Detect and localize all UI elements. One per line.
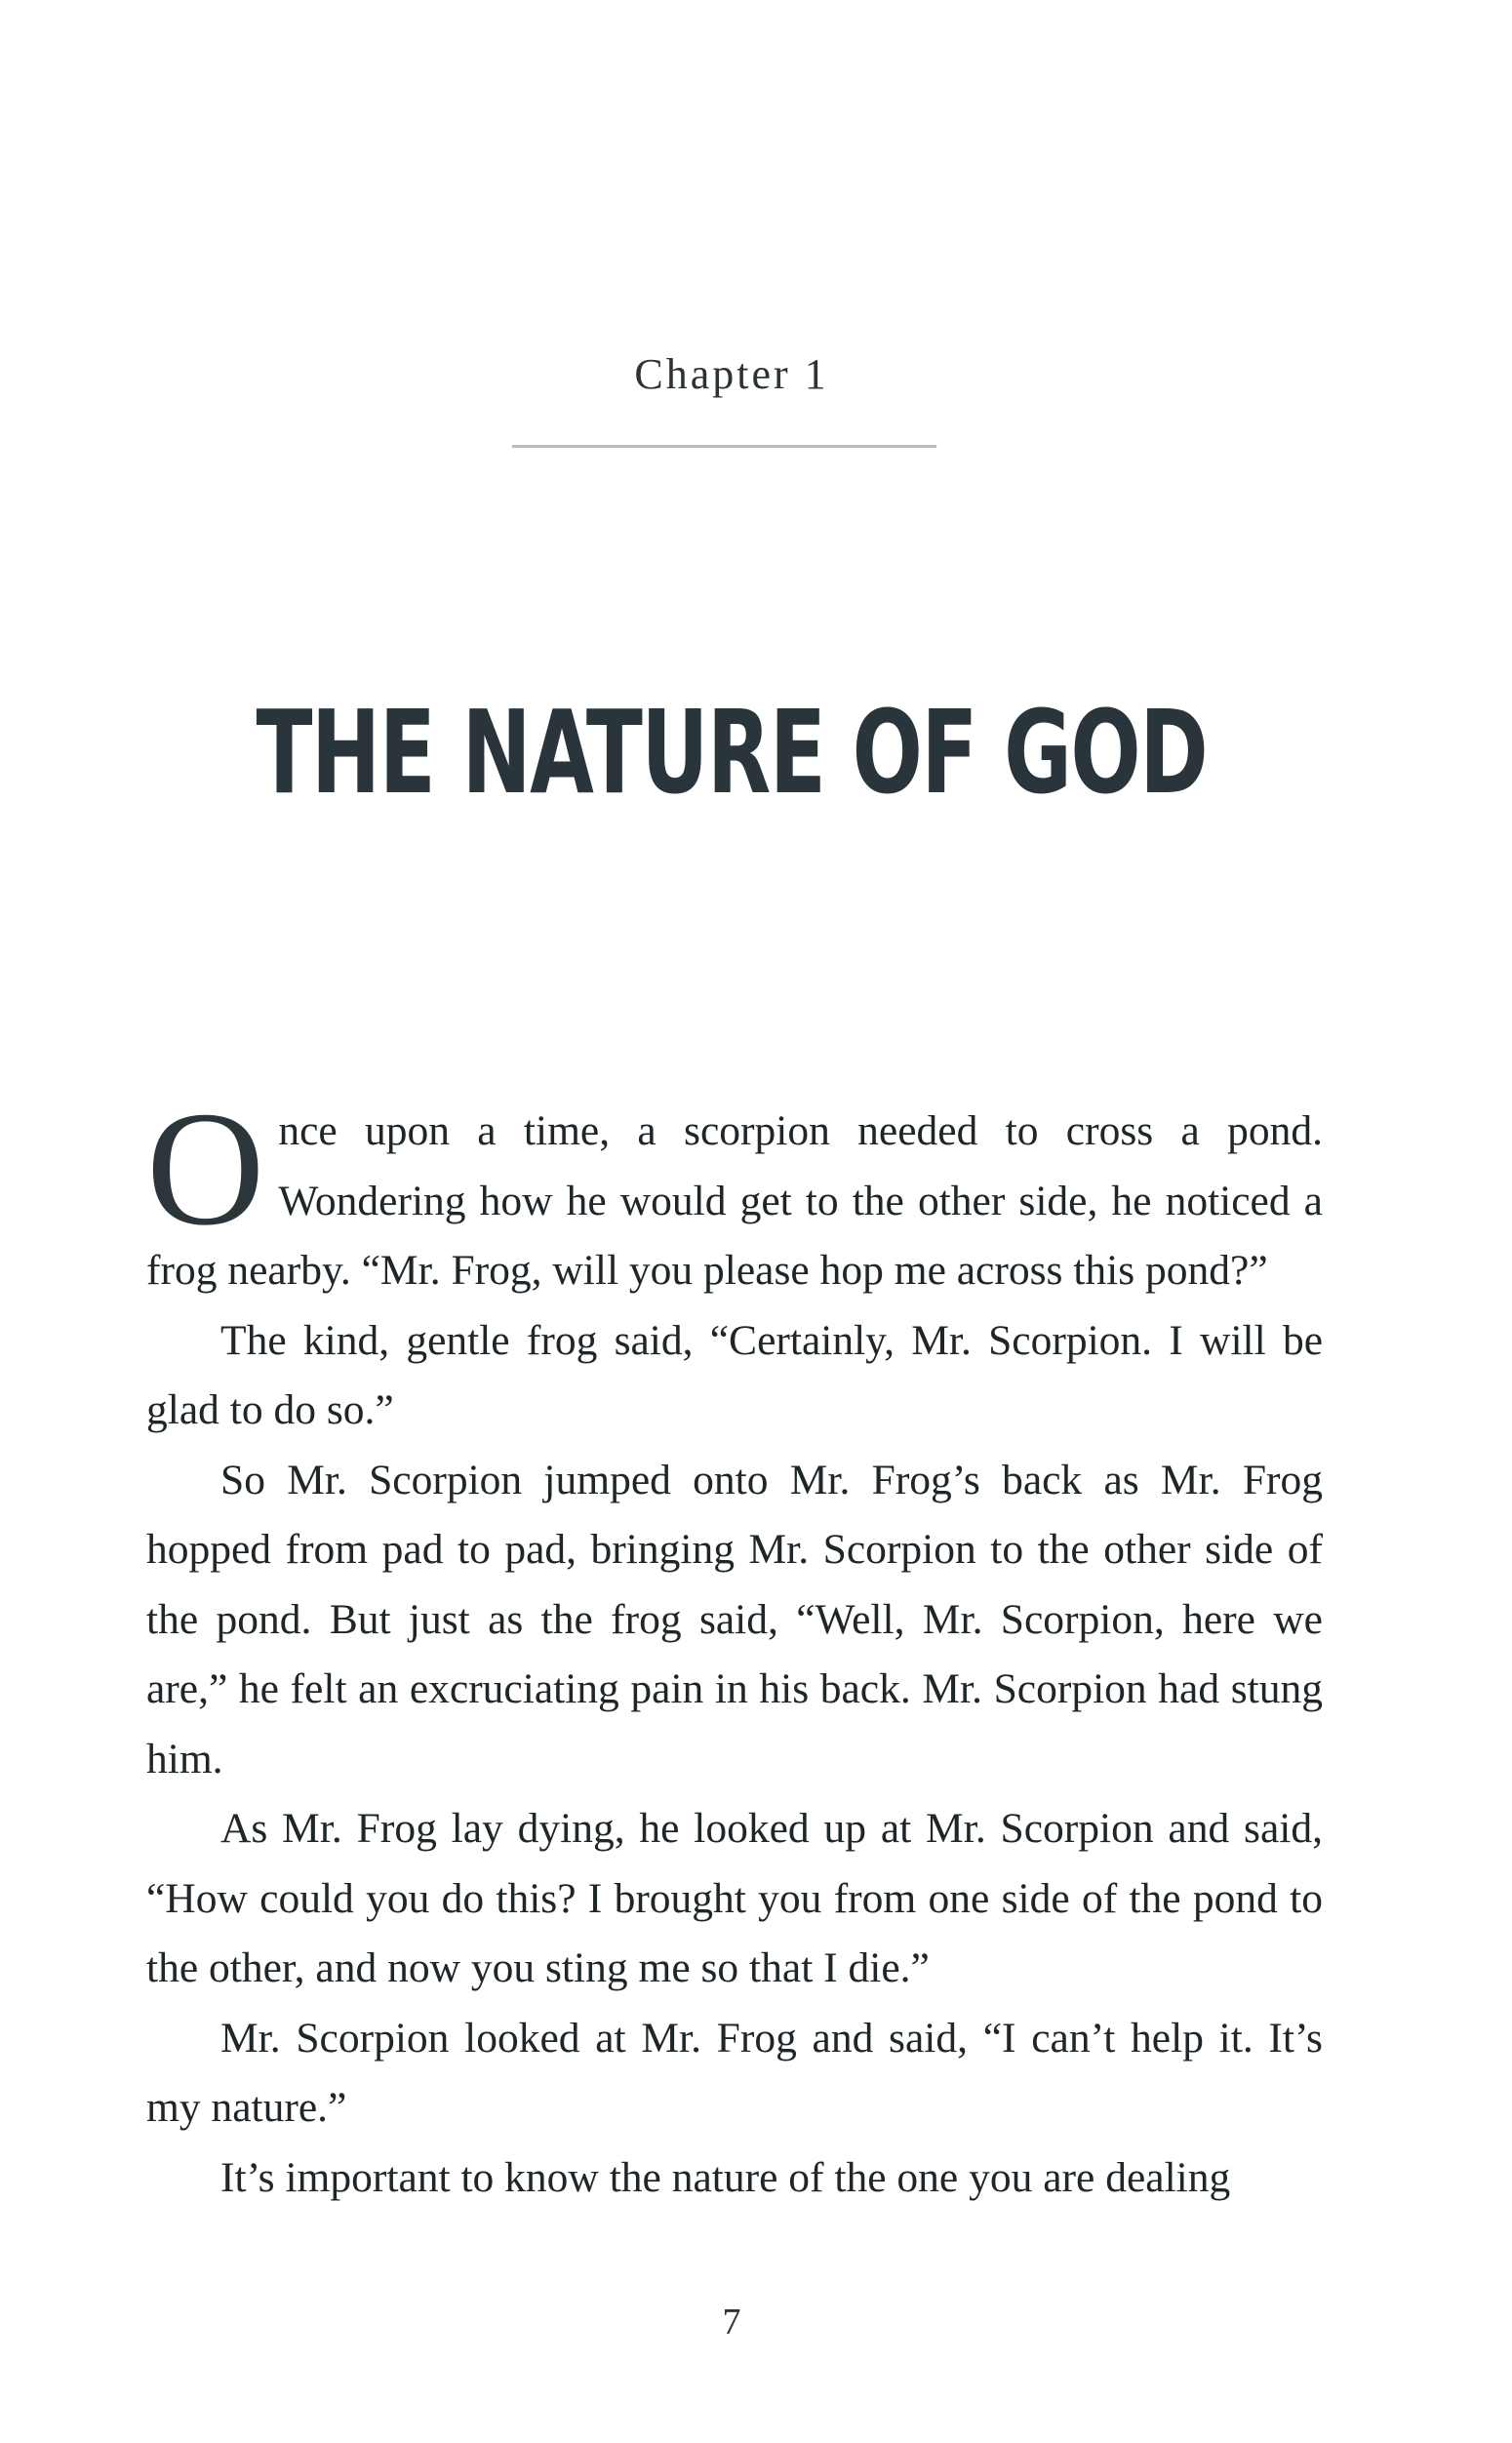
paragraph-3: So Mr. Scorpion jumped onto Mr. Frog’s back as Mr. Frog hopped from pad to pad, bringing Mr. Scorpion to the other side of the pond. But just as the frog said, “Well, Mr. Scorpion, here we are,” he felt an excruciating pain in his back. Mr. Scorpion had stung him. (146, 1456, 1323, 1782)
paragraph-2: The kind, gentle frog said, “Certainly, Mr. Scorpion. I will be glad to do so.” (146, 1316, 1323, 1433)
drop-cap: O (146, 1078, 265, 1260)
chapter-divider (512, 445, 936, 448)
chapter-title (0, 685, 1463, 820)
paragraph-4: As Mr. Frog lay dying, he looked up at Mr. Scorpion and said, “How could you do this? I brought you from one side of the pond to the other, and now you sting me so that I die.” (146, 1805, 1323, 1991)
paragraph-1-text: nce upon a time, a scorpion needed to cross a pond. Wondering how he would get to the other side, he noticed a frog nearby. “Mr. Frog, will you please hop me across this pond?” (146, 1107, 1323, 1294)
chapter-label: Chapter 1 (634, 350, 829, 398)
page-number: 7 (722, 2302, 741, 2343)
body-text (146, 1078, 1323, 2213)
chapter-title-text: THE NATURE OF GOD (256, 685, 1208, 820)
paragraph-5: Mr. Scorpion looked at Mr. Frog and said, “I can’t help it. It’s my nature.” (146, 2014, 1323, 2131)
paragraph-6: It’s important to know the nature of the one you are dealing (220, 2153, 1231, 2201)
paragraph-1 (146, 1078, 1323, 1306)
